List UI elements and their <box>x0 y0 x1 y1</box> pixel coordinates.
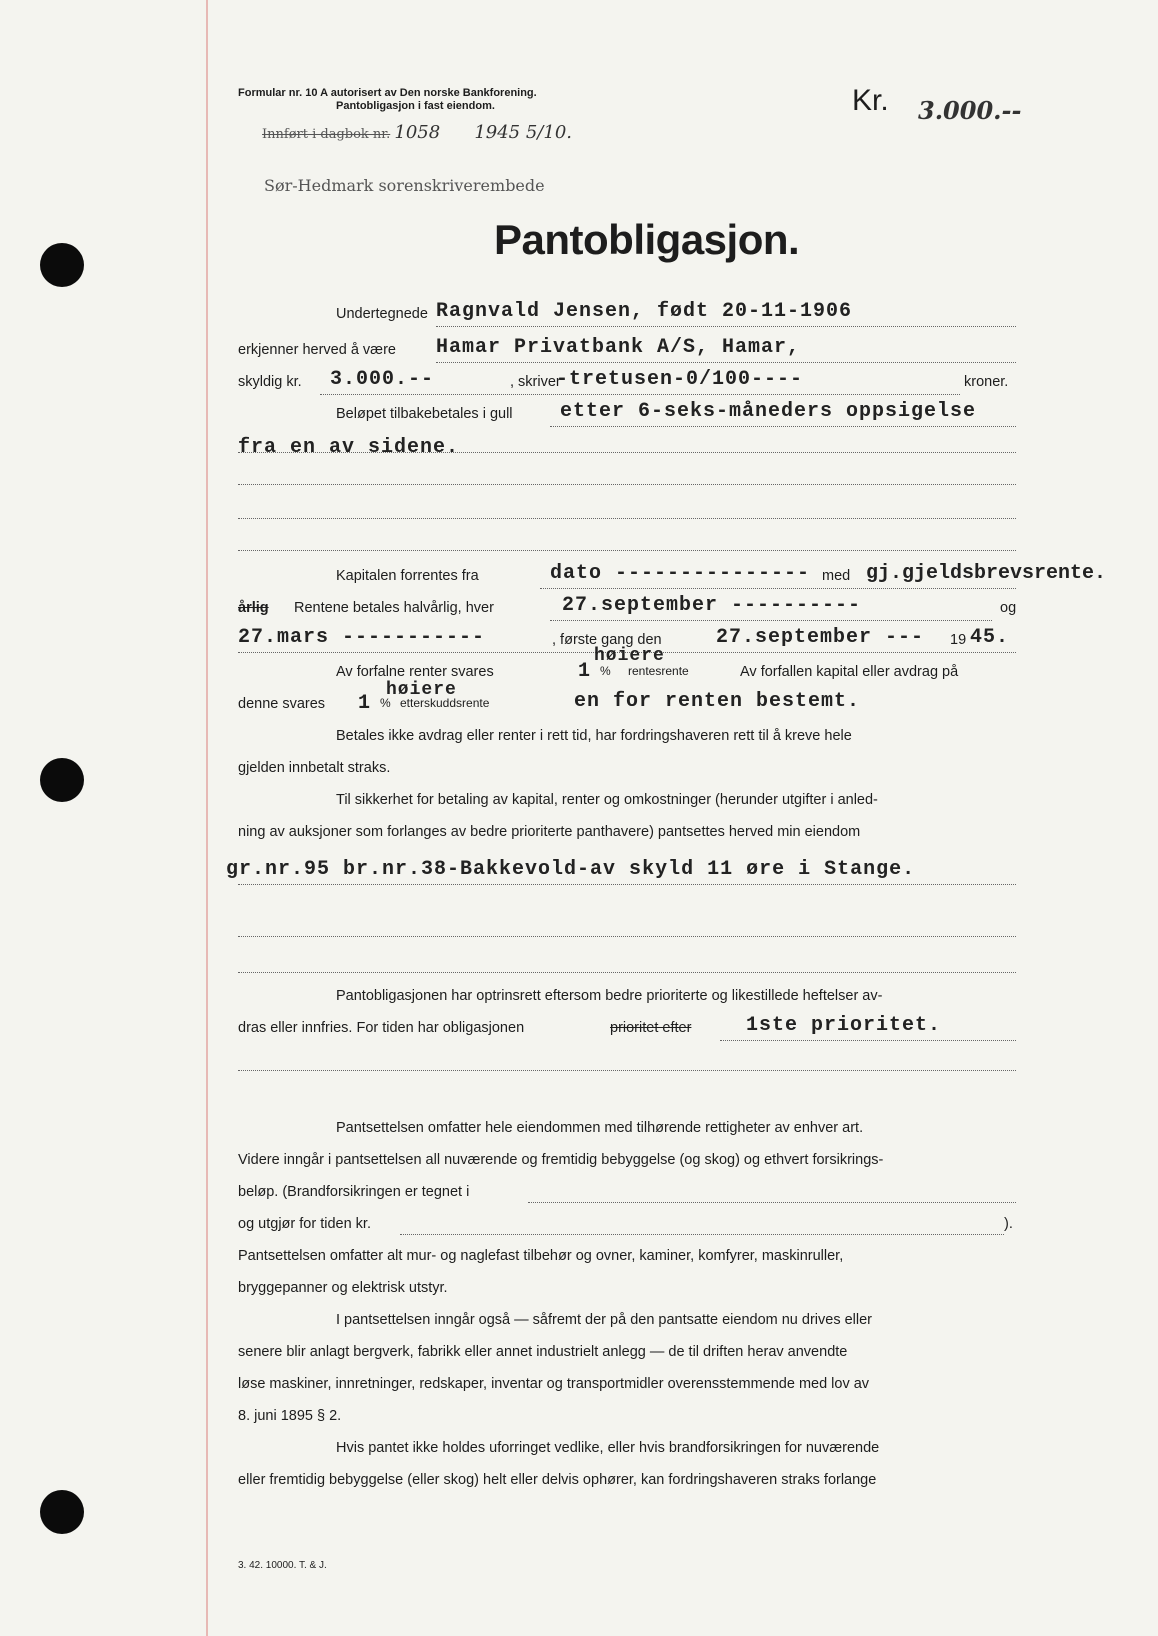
dagbok-number: 1058 <box>394 122 441 143</box>
rule <box>720 1040 1016 1041</box>
punch-hole-top <box>40 243 84 287</box>
upkeep-line-1: Hvis pantet ikke holdes uforringet vedlike, eller hvis brandforsikringen for nuværende <box>336 1440 880 1456</box>
stamp-office: Sør-Hedmark sorenskriverembede <box>264 176 545 195</box>
av-forfallen-label: Av forfallen kapital eller avdrag på <box>740 664 959 680</box>
punch-hole-bottom <box>40 1490 84 1534</box>
stamp-date: 1945 5/10. <box>474 122 573 143</box>
amount-value: 3.000.-- <box>918 96 1022 125</box>
first-date: 27.september --- <box>716 626 925 649</box>
med-label: med <box>822 568 851 584</box>
rule <box>400 1234 1004 1235</box>
industry-line-1: I pantsettelsen inngår også — såfremt der på den pantsatte eiendom nu drives eller <box>336 1312 873 1328</box>
interest-rate: gj.gjeldsbrevsrente. <box>866 562 1107 585</box>
rule <box>528 1202 1016 1203</box>
creditor-name: Hamar Privatbank A/S, Hamar, <box>436 336 801 359</box>
rule <box>238 550 1016 551</box>
scope-line-3: beløp. (Brandforsikringen er tegnet i <box>238 1184 470 1200</box>
upkeep-line-2: eller fremtidig bebyggelse (eller skog) helt eller delvis ophører, kan fordringshaveren straks forlange <box>238 1472 877 1488</box>
priority-line-2: dras eller innfries. For tiden har obligasjonen <box>238 1020 525 1036</box>
rule <box>238 518 1016 519</box>
struck-arlig: årlig <box>238 600 269 616</box>
rentesrente-label: rentesrente <box>628 664 689 678</box>
default-line-2: gjelden innbetalt straks. <box>238 760 391 776</box>
forste-label: , første gang den <box>552 632 662 648</box>
scope-line-4-end: ). <box>1004 1216 1013 1232</box>
rentene-label: Rentene betales halvårlig, hver <box>294 600 494 616</box>
extra-rate-2: 1 <box>358 692 372 715</box>
scope-line-4: og utgjør for tiden kr. <box>238 1216 371 1232</box>
property-description: gr.nr.95 br.nr.38-Bakkevold-av skyld 11 øre i Stange. <box>226 858 916 881</box>
scope-line-6: bryggepanner og elektrisk utstyr. <box>238 1280 448 1296</box>
sum-digits: 3.000.-- <box>330 368 435 391</box>
undertegnede-label: Undertegnede <box>336 306 428 322</box>
security-line-2: ning av auksjoner som forlanges av bedre prioriterte panthavere) pantsettes herved min eiendom <box>238 824 861 840</box>
debtor-name: Ragnvald Jensen, født 20-11-1906 <box>436 300 853 323</box>
rule <box>238 484 1016 485</box>
kroner-label: kroner. <box>964 374 1009 390</box>
repayment-line-1: etter 6-seks-måneders oppsigelse <box>560 400 977 423</box>
form-line-2: Pantobligasjon i fast eiendom. <box>336 100 495 112</box>
denne-label: denne svares <box>238 696 326 712</box>
stamp-line-1 <box>262 122 572 143</box>
scope-line-5: Pantsettelsen omfatter alt mur- og naglefast tilbehør og ovner, kaminer, komfyrer, maskinruller, <box>238 1248 844 1264</box>
page-title: Pantobligasjon. <box>494 216 800 263</box>
rule <box>238 452 1016 453</box>
interest-from: dato --------------- <box>550 562 811 585</box>
margin-line <box>206 0 208 1636</box>
kapitalen-label: Kapitalen forrentes fra <box>336 568 479 584</box>
scope-line-2: Videre inngår i pantsettelsen all nuværende og fremtidig bebyggelse (og skog) og ethvert forsikrings- <box>238 1152 884 1168</box>
extra-rate-1: 1 <box>578 660 592 683</box>
skyldig-label: skyldig kr. <box>238 374 302 390</box>
erkjenner-label: erkjenner herved å være <box>238 342 396 358</box>
due-date-2: 27.mars ----------- <box>238 626 486 649</box>
industry-line-4: 8. juni 1895 § 2. <box>238 1408 342 1424</box>
printer-mark: 3. 42. 10000. T. & J. <box>238 1560 327 1571</box>
rule <box>550 620 992 621</box>
rule <box>238 972 1016 973</box>
struck-priority: prioritet efter <box>610 1020 692 1036</box>
percent-1: % <box>600 664 611 678</box>
due-date-1: 27.september ---------- <box>562 594 862 617</box>
rule <box>238 1070 1016 1071</box>
av-forfalne-label: Av forfalne renter svares <box>336 664 494 680</box>
stamp-prefix: Innført i dagbok nr. <box>262 127 391 142</box>
repayment-line-2: fra en av sidene. <box>238 436 460 459</box>
rule <box>238 884 1016 885</box>
rule <box>540 588 1016 589</box>
hoyere-2: høiere <box>386 680 457 700</box>
form-line-1: Formular nr. 10 A autorisert av Den norske Bankforening. <box>238 87 537 99</box>
year-suffix: 45. <box>970 626 1010 649</box>
etterskudd-label: etterskuddsrente <box>400 696 490 710</box>
default-line-1: Betales ikke avdrag eller renter i rett tid, har fordringshaveren rett til å kreve hele <box>336 728 852 744</box>
rule <box>238 936 1016 937</box>
belopet-label: Beløpet tilbakebetales i gull <box>336 406 513 422</box>
industry-line-2: senere blir anlagt bergverk, fabrikk eller annet industrielt anlegg — de til driften herav anvendte <box>238 1344 848 1360</box>
percent-2: % <box>380 696 391 710</box>
og-label: og <box>1000 600 1017 616</box>
rule <box>320 394 960 395</box>
scope-line-1: Pantsettelsen omfatter hele eiendommen med tilhørende rettigheter av enhver art. <box>336 1120 864 1136</box>
skriver-label: , skriver <box>510 374 561 390</box>
priority-value: 1ste prioritet. <box>746 1014 942 1037</box>
punch-hole-middle <box>40 758 84 802</box>
security-line-1: Til sikkerhet for betaling av kapital, renter og omkostninger (herunder utgifter i anled- <box>336 792 878 808</box>
rule <box>550 426 1016 427</box>
year-prefix: 19 <box>950 632 967 648</box>
industry-line-3: løse maskiner, innretninger, redskaper, inventar og transportmidler overensstemmende med lov av <box>238 1376 870 1392</box>
rule <box>436 326 1016 327</box>
priority-line-1: Pantobligasjonen har optrinsrett eftersom bedre prioriterte og likestillede heftelser av- <box>336 988 883 1004</box>
amount-label: Kr. <box>852 84 889 117</box>
sum-words: -tretusen-0/100---- <box>556 368 804 391</box>
rule <box>436 362 1016 363</box>
hoyere-1: høiere <box>594 646 665 666</box>
rate-note: en for renten bestemt. <box>574 690 861 713</box>
